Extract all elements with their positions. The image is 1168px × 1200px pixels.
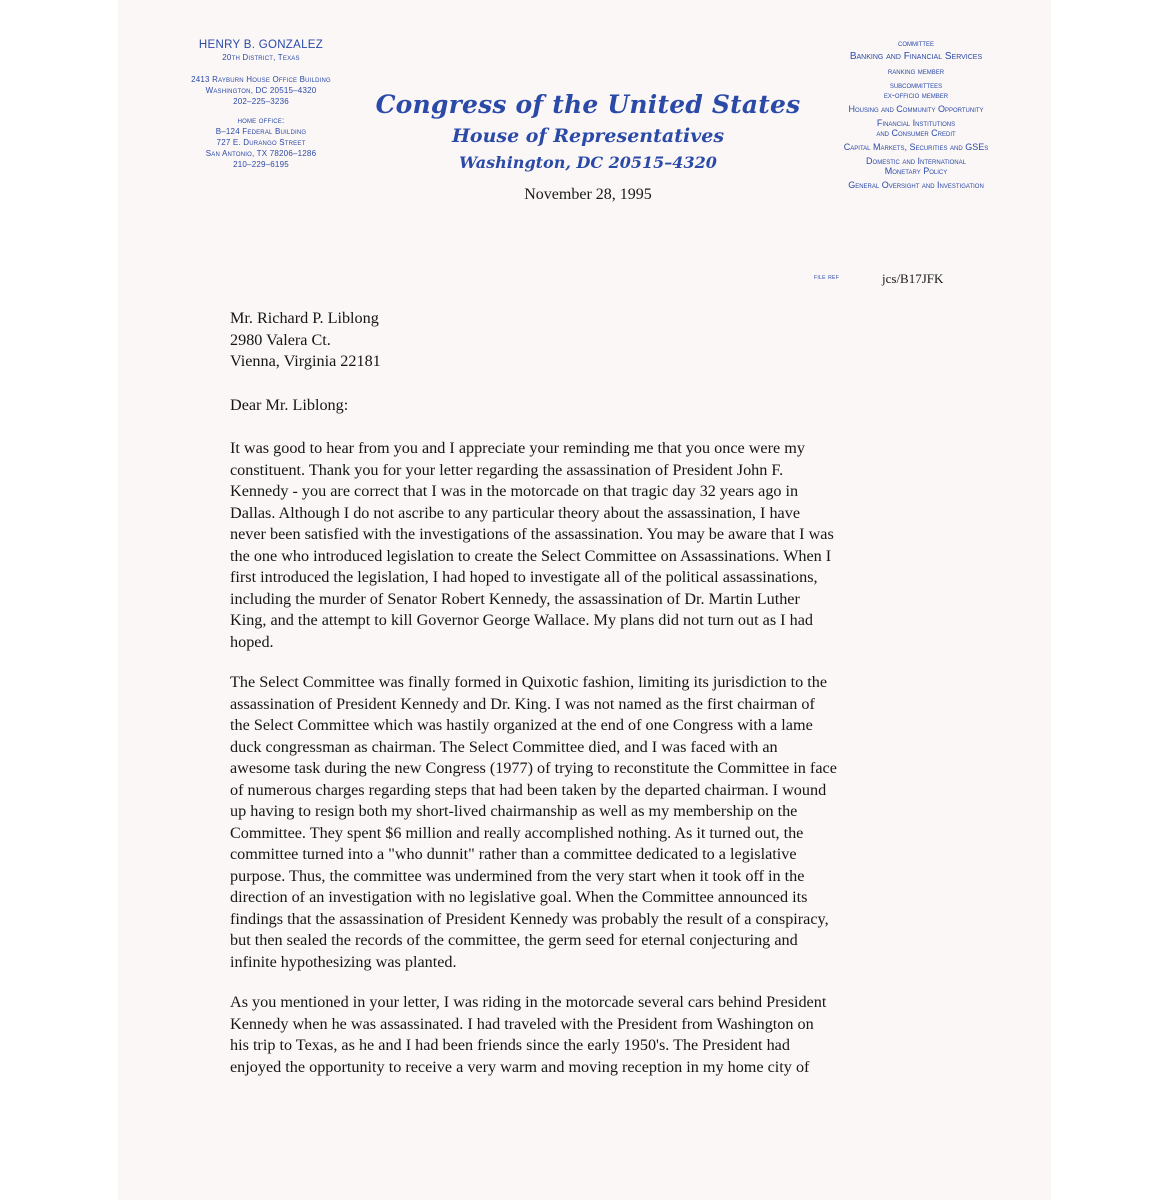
sender-home-building: B–124 Federal Building <box>215 127 307 136</box>
masthead-house: House of Representatives <box>451 125 725 147</box>
masthead-washington: Washington, DC 20515–4320 <box>459 153 717 172</box>
paragraph-1 <box>230 438 1030 653</box>
paragraph-line: direction of an investigation with no legislative goal. When the Committee announced its <box>230 888 808 906</box>
subcommittee-domestic-a: Domestic and International <box>866 156 966 166</box>
recipient-address <box>230 308 1030 373</box>
salutation: Dear Mr. Liblong: <box>230 396 349 414</box>
paragraph-line: awesome task during the new Congress (1977) of trying to reconstitute the Committee in face <box>230 759 837 777</box>
committee-banking: Banking and Financial Services <box>849 51 983 62</box>
paragraph-line: infinite hypothesizing was planted. <box>230 952 457 971</box>
paragraph-line: the one who introduced legislation to create the Select Committee on Assassinations. When I <box>230 546 832 565</box>
paragraph-line: but then sealed the records of the committee, the germ seed for eternal conjecturing and <box>230 931 798 949</box>
sender-home-street: 727 E. Durango Street <box>216 138 306 147</box>
paragraph-line: never been satisfied with the investigations of the assassination. You may be aware that I was <box>230 525 834 543</box>
sender-block <box>146 38 376 170</box>
committee-ranking: ranking member <box>887 66 945 76</box>
subcommittees-label: subcommittees <box>889 80 943 90</box>
paragraph-line: purpose. Thus, the committee was undermined from the very start when it took off in the <box>230 866 805 885</box>
subcommittee-oversight: General Oversight and Investigation <box>848 180 984 190</box>
sender-office-city: Washington, DC 20515–4320 <box>205 86 317 95</box>
paragraph-line: Dallas. Although I do not ascribe to any particular theory about the assassination, I have <box>230 503 801 522</box>
paragraph-line: hoped. <box>230 632 274 651</box>
paragraph-line: Committee. They spent $6 million and really accomplished nothing. As it turned out, the <box>230 823 804 842</box>
subcommittee-financial-a: Financial Institutions <box>876 118 956 128</box>
masthead-congress: Congress of the United States <box>375 90 801 119</box>
recipient-street: 2980 Valera Ct. <box>230 330 331 349</box>
paragraph-line: enjoyed the opportunity to receive a very warm and moving reception in my home city of <box>230 1057 810 1076</box>
letterhead-masthead <box>358 88 818 176</box>
file-ref-label: file ref <box>814 272 840 281</box>
paragraph-line: As you mentioned in your letter, I was riding in the motorcade several cars behind President <box>230 993 827 1011</box>
recipient-city: Vienna, Virginia 22181 <box>230 352 381 370</box>
paragraph-line: King, and the attempt to kill Governor George Wallace. My plans did not turn out as I had <box>230 611 813 629</box>
paragraph-2 <box>230 672 1030 973</box>
paragraph-line: including the murder of Senator Robert Kennedy, the assassination of Dr. Martin Luther <box>230 589 800 608</box>
paragraph-line: Kennedy when he was assassinated. I had traveled with the President from Washington on <box>230 1014 814 1033</box>
committee-label: committee <box>898 38 934 48</box>
sender-office-phone: 202–225–3236 <box>233 97 289 106</box>
paragraph-line: constituent. Thank you for your letter regarding the assassination of President John F. <box>230 460 784 479</box>
recipient-name: Mr. Richard P. Liblong <box>230 309 379 327</box>
sender-district: 20th District, Texas <box>222 53 300 62</box>
file-ref-value: jcs/B17JFK <box>882 271 944 286</box>
paragraph-line: findings that the assassination of President Kennedy was probably the result of a conspiracy, <box>230 909 829 928</box>
paragraph-line: assassination of President Kennedy and Dr. King. I was not named as the first chairman of <box>230 694 815 713</box>
subcommittee-housing: Housing and Community Opportunity <box>848 104 984 114</box>
letter-date: November 28, 1995 <box>524 186 652 203</box>
subcommittee-financial-b: and Consumer Credit <box>876 128 956 138</box>
paragraph-line: of numerous charges regarding steps that had been taken by the departed chairman. I wound <box>230 780 827 799</box>
paragraph-line: first introduced the legislation, I had hoped to investigate all of the political assassinations, <box>230 568 818 586</box>
sender-home-city: San Antonio, TX 78206–1286 <box>205 149 317 158</box>
paragraph-line: his trip to Texas, as he and I had been friends since the early 1950's. The President had <box>230 1036 790 1054</box>
ex-officio-label: ex-officio member <box>883 90 949 100</box>
paragraph-line: up having to resign both my short-lived chairmanship as well as my membership on the <box>230 802 798 820</box>
sender-office-address: 2413 Rayburn House Office Building <box>191 75 331 84</box>
paragraph-line: It was good to hear from you and I appreciate your reminding me that you once were my <box>230 439 805 457</box>
paragraph-line: The Select Committee was finally formed in Quixotic fashion, limiting its jurisdiction to the <box>230 673 828 691</box>
paragraph-line: committee turned into a "who dunnit" rather than a committee dedicated to a legislative <box>230 845 797 863</box>
paragraph-3 <box>230 992 1030 1078</box>
paragraph-line: Kennedy - you are correct that I was in the motorcade on that tragic day 32 years ago in <box>230 482 799 500</box>
sender-home-phone: 210–229–6195 <box>233 160 289 169</box>
paragraph-line: duck congressman as chairman. The Select Committee died, and I was faced with an <box>230 737 778 756</box>
paragraph-line: the Select Committee which was hastily organized at the end of one Congress with a lame <box>230 716 813 734</box>
sender-home-office-label: home office: <box>237 116 285 125</box>
subcommittee-capital: Capital Markets, Securities and GSEs <box>843 142 989 152</box>
subcommittee-domestic-b: Monetary Policy <box>884 166 948 176</box>
committee-block <box>796 38 1036 194</box>
letter-page <box>118 0 1051 1200</box>
sender-name: HENRY B. GONZALEZ <box>198 39 324 51</box>
